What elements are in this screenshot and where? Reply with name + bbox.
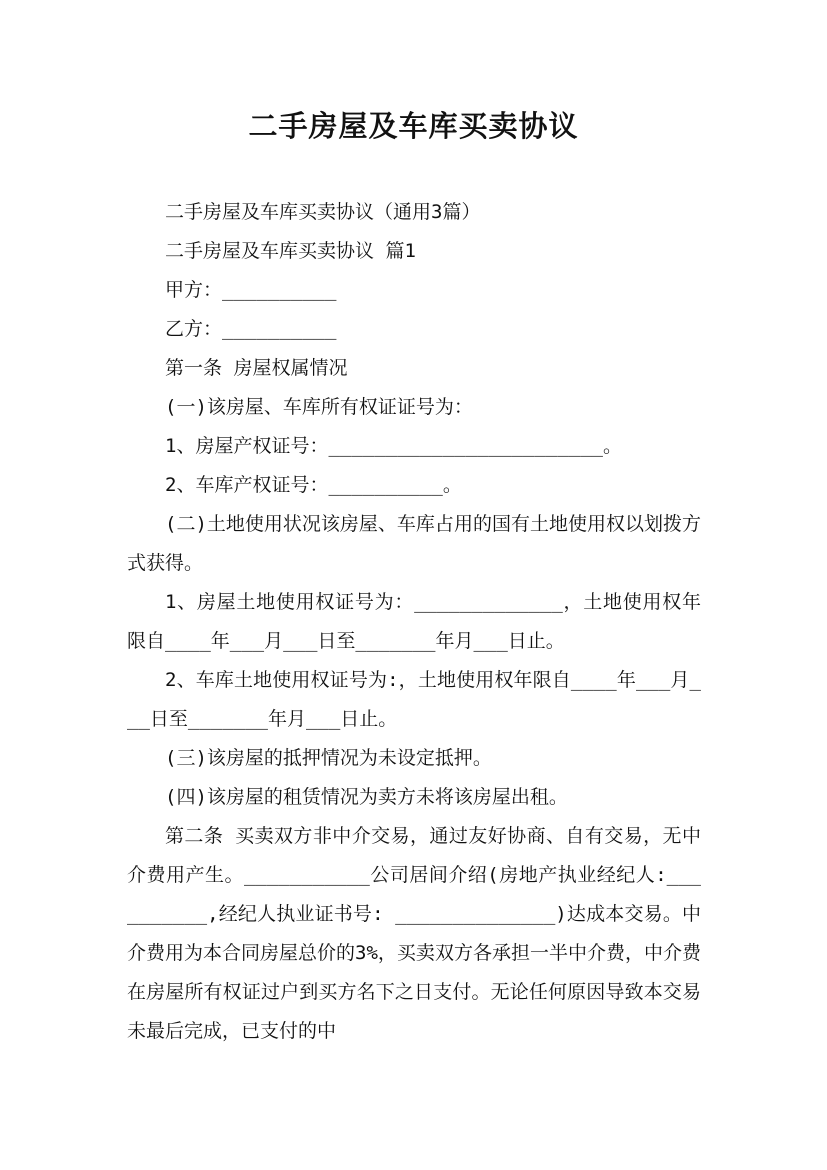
document-body: [127, 193, 701, 1051]
paragraph-garage-cert: 2、车库产权证号：__________。: [165, 474, 462, 496]
paragraph-clause-2: (二)土地使用状况该房屋、车库占用的国有土地使用权以划拨方式获得。: [127, 513, 701, 574]
paragraph-house-land-cert: 1、房屋土地使用权证号为：_____________，土地使用权年限自____年___月___日至_______年月___日止。: [127, 591, 701, 652]
paragraph-party-a: 甲方：__________: [165, 279, 337, 301]
paragraph-clause-4: (四)该房屋的租赁情况为卖方未将该房屋出租。: [165, 786, 568, 808]
paragraph-subtitle: 二手房屋及车库买卖协议（通用3篇）: [165, 201, 481, 223]
paragraph-article-1-heading: 第一条 房屋权属情况: [165, 357, 348, 379]
paragraph-party-b: 乙方：__________: [165, 318, 337, 340]
paragraph-article-2: 第二条 买卖双方非中介交易，通过友好协商、自有交易，无中介费用产生。___________公司居间介绍(房地产执业经纪人:__________,经纪人执业证书号: ______________)达成本交易。中介费用为本合同房屋总价的3%，买卖双方各承担一半中介费，中介费在房屋所有权证过户到买方名下之日支付。无论任何原因导致本交易未最后完成，已支付的中: [127, 825, 701, 1042]
paragraph-house-cert: 1、房屋产权证号：________________________。: [165, 435, 622, 457]
paragraph-clause-1: (一)该房屋、车库所有权证证号为：: [165, 396, 473, 418]
document-title: 二手房屋及车库买卖协议: [248, 109, 579, 143]
paragraph-clause-3: (三)该房屋的抵押情况为未设定抵押。: [165, 747, 492, 769]
paragraph-chapter-heading: 二手房屋及车库买卖协议 篇1: [165, 240, 416, 262]
paragraph-garage-land-cert: 2、车库土地使用权证号为:，土地使用权年限自____年___月___日至_______年月___日止。: [127, 669, 701, 730]
